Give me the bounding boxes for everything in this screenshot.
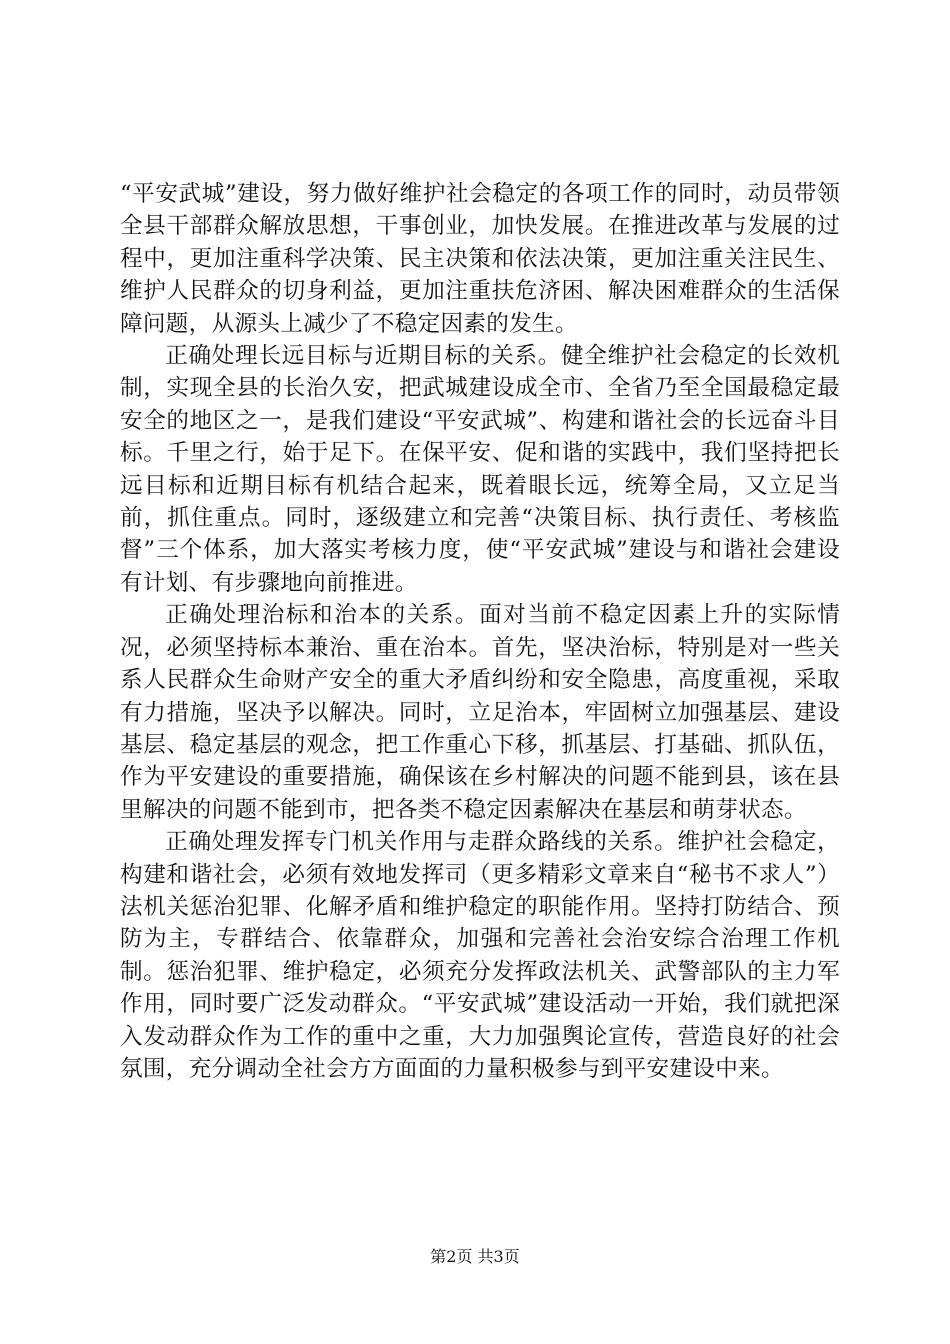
paragraph-3: 正确处理治标和治本的关系。面对当前不稳定因素上升的实际情况，必须坚持标本兼治、重在治本。首先，坚决治标，特别是对一些关系人民群众生命财产安全的重大矛盾纠纷和安全隐患，高度重视，采取有力措施，坚决予以解决。同时，立足治本，牢固树立加强基层、建设基层、稳定基层的观念，把工作重心下移，抓基层、打基础、抓队伍，作为平安建设的重要措施，确保该在乡村解决的问题不能到县，该在县里解决的问题不能到市，把各类不稳定因素解决在基层和萌芽状态。 bbox=[120, 602, 840, 823]
page-number-footer: 第2页 共3页 bbox=[430, 1247, 520, 1266]
paragraph-1: “平安武城”建设，努力做好维护社会稳定的各项工作的同时，动员带领全县干部群众解放思想，干事创业，加快发展。在推进改革与发展的过程中，更加注重科学决策、民主决策和依法决策，更加注重关注民生、维护人民群众的切身利益，更加注重扶危济困、解决困难群众的生活保障问题，从源头上减少了不稳定因素的发生。 bbox=[120, 181, 840, 337]
paragraph-4: 正确处理发挥专门机关作用与走群众路线的关系。维护社会稳定，构建和谐社会，必须有效地发挥司（更多精彩文章来自“秘书不求人”）法机关惩治犯罪、化解矛盾和维护稳定的职能作用。坚持打防结合、预防为主，专群结合、依靠群众，加强和完善社会治安综合治理工作机制。惩治犯罪、维护稳定，必须充分发挥政法机关、武警部队的主力军作用，同时要广泛发动群众。“平安武城”建设活动一开始，我们就把深入发动群众作为工作的重中之重，大力加强舆论宣传，营造良好的社会氛围，充分调动全社会方方面面的力量积极参与到平安建设中来。 bbox=[120, 829, 840, 1082]
paragraph-2: 正确处理长远目标与近期目标的关系。健全维护社会稳定的长效机制，实现全县的长治久安，把武城建设成全市、全省乃至全国最稳定最安全的地区之一，是我们建设“平安武城”、构建和谐社会的长远奋斗目标。千里之行，始于足下。在保平安、促和谐的实践中，我们坚持把长远目标和近期目标有机结合起来，既着眼长远，统筹全局，又立足当前，抓住重点。同时，逐级建立和完善“决策目标、执行责任、考核监督”三个体系，加大落实考核力度，使“平安武城”建设与和谐社会建设有计划、有步骤地向前推进。 bbox=[120, 343, 840, 596]
document-body bbox=[120, 178, 840, 1085]
